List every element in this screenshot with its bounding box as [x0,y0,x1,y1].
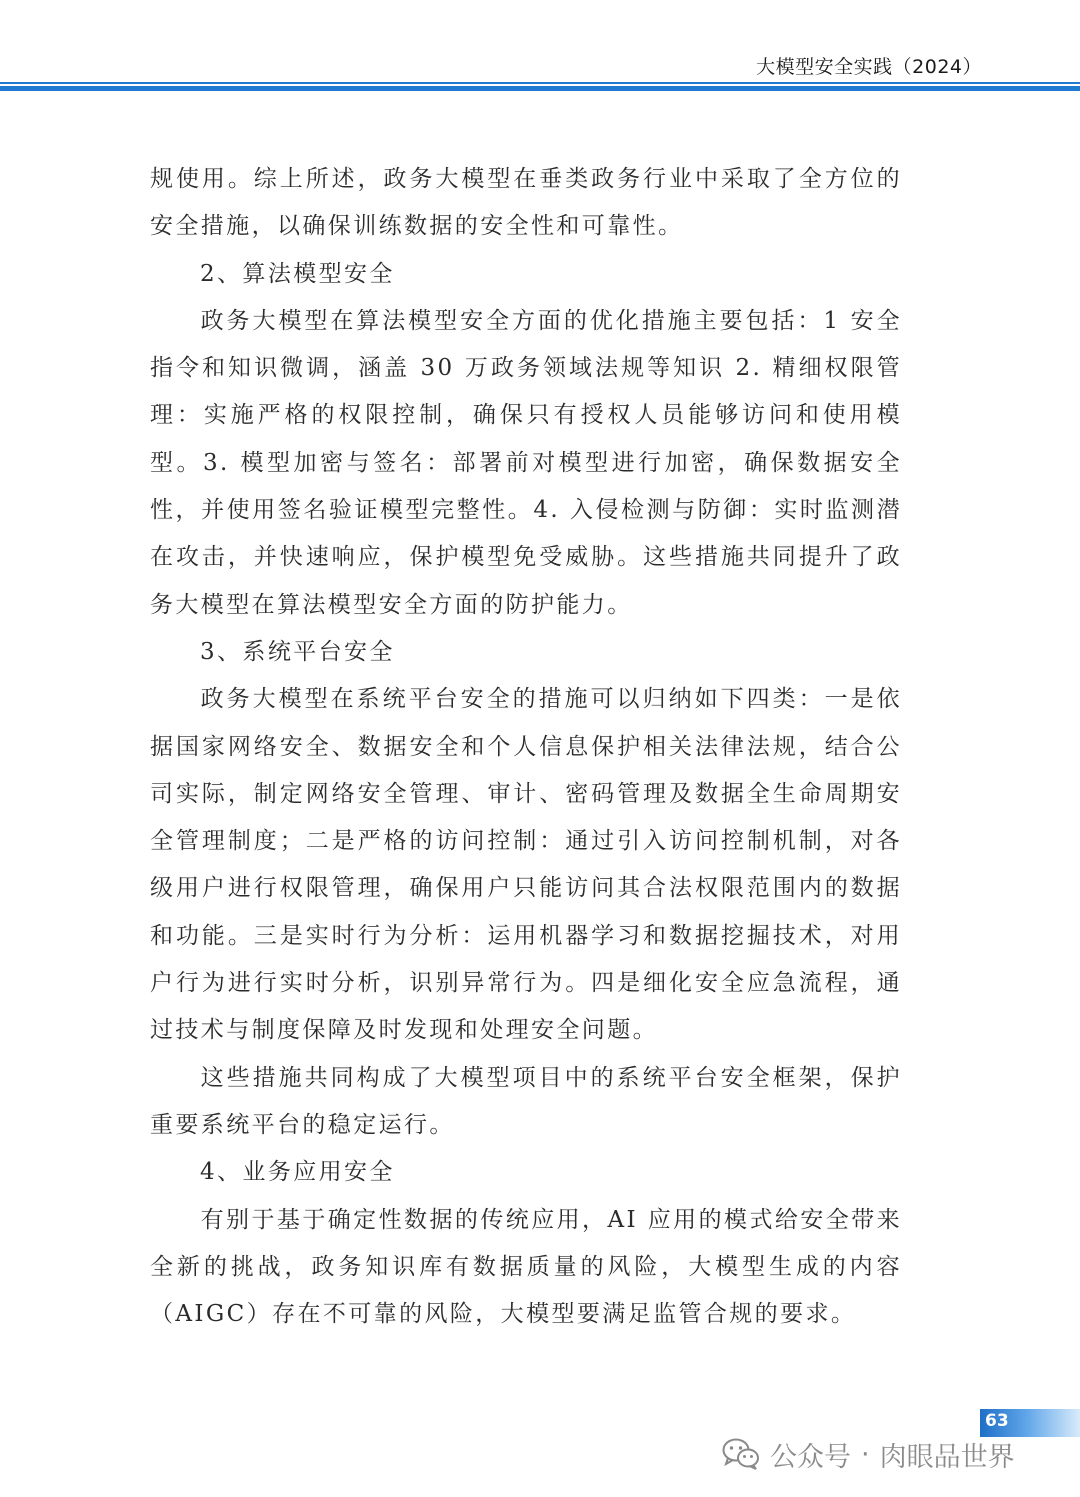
paragraph-algorithm-model: 政务大模型在算法模型安全方面的优化措施主要包括：1 安全指令和知识微调，涵盖 30 万政务领域法规等知识 2. 精细权限管理：实施严格的权限控制，确保只有授权人员能够访问和使用模型。3. 模型加密与签名：部署前对模型进行加密，确保数据安全性，并使用签名验证模型完整性。4. 入侵检测与防御：实时监测潜在攻击，并快速响应，保护模型免受威胁。这些措施共同提升了政务大模型在算法模型安全方面的防护能力。 [150,307,902,618]
section-heading-algorithm-model: 2、算法模型安全 [200,260,395,287]
paragraph-system-platform: 政务大模型在系统平台安全的措施可以归纳如下四类：一是依据国家网络安全、数据安全和个人信息保护相关法律法规，结合公司实际，制定网络安全管理、审计、密码管理及数据全生命周期安全管理制度；二是严格的访问控制：通过引入访问控制机制，对各级用户进行权限管理，确保用户只能访问其合法权限范围内的数据和功能。三是实时行为分析：运用机器学习和数据挖掘技术，对用户行为进行实时分析，识别异常行为。四是细化安全应急流程，通过技术与制度保障及时发现和处理安全问题。 [150,686,902,1044]
section-heading-business-application: 4、业务应用安全 [200,1159,395,1186]
running-header-title: 大模型安全实践（2024） [756,56,982,78]
watermark-source: 公众号 [770,1441,851,1473]
paragraph-platform-summary: 这些措施共同构成了大模型项目中的系统平台安全框架，保护重要系统平台的稳定运行。 [150,1064,902,1138]
wechat-icon [722,1438,760,1470]
header-rule-thick [0,86,1080,91]
page-number: 63 [985,1411,1009,1431]
paragraph-continuation: 规使用。综上所述，政务大模型在垂类政务行业中采取了全方位的安全措施，以确保训练数据的安全性和可靠性。 [150,166,902,240]
watermark [722,1434,1015,1474]
paragraph-business-application: 有别于基于确定性数据的传统应用，AI 应用的模式给安全带来全新的挑战，政务知识库有数据质量的风险，大模型生成的内容（AIGC）存在不可靠的风险，大模型要满足监管合规的要求。 [150,1206,902,1328]
section-heading-system-platform: 3、系统平台安全 [200,638,395,665]
header-rule-thin [0,82,1080,84]
watermark-separator: · [861,1438,870,1470]
watermark-account-name: 肉眼品世界 [879,1441,1015,1473]
page-body [150,156,902,1338]
